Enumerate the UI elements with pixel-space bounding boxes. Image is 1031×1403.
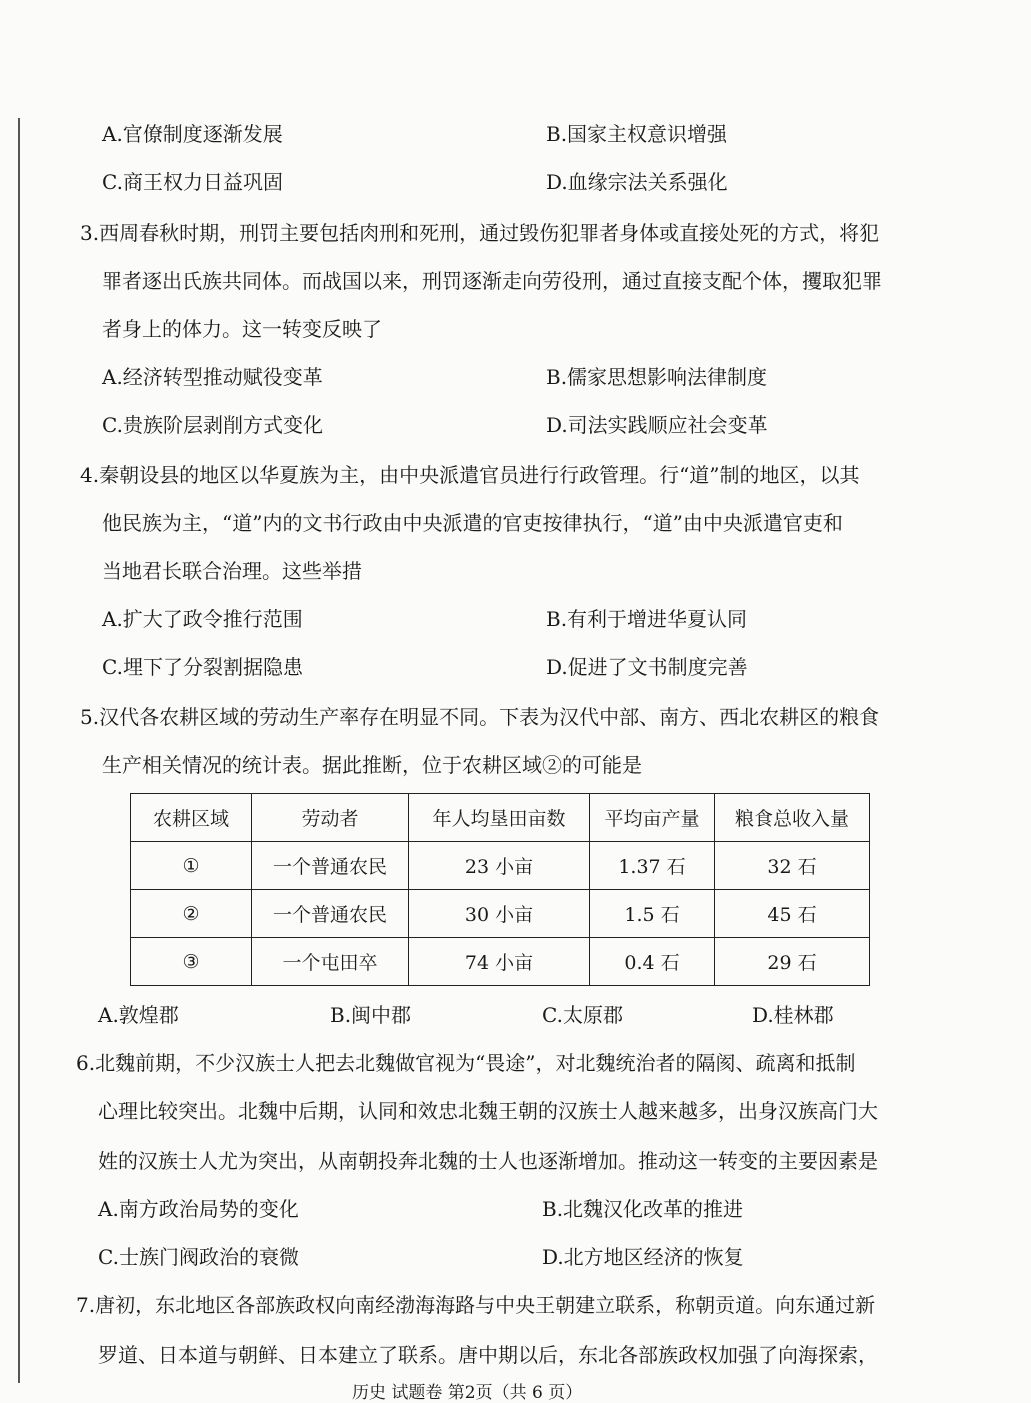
q5-option-b: B.闽中郡 — [330, 1003, 412, 1027]
q4-stem-line: 当地君长联合治理。这些举措 — [102, 559, 362, 583]
table-cell: ① — [131, 842, 252, 890]
q3-option-a: A.经济转型推动赋役变革 — [102, 365, 323, 389]
table-header-row — [131, 794, 870, 842]
table-cell: 0.4 石 — [590, 938, 715, 986]
q3-option-b: B.儒家思想影响法律制度 — [546, 365, 768, 389]
table-header-cell: 劳动者 — [252, 794, 409, 842]
q6-option-d: D.北方地区经济的恢复 — [542, 1245, 744, 1269]
table-header-cell: 粮食总收入量 — [715, 794, 870, 842]
table-cell: 29 石 — [715, 938, 870, 986]
table-cell: 一个屯田卒 — [252, 938, 409, 986]
q5-stem-line: 生产相关情况的统计表。据此推断，位于农耕区域②的可能是 — [102, 753, 642, 777]
table-header-cell: 农耕区域 — [131, 794, 252, 842]
table-cell: 30 小亩 — [409, 890, 590, 938]
q4-option-b: B.有利于增进华夏认同 — [546, 607, 748, 631]
q3-option-d: D.司法实践顺应社会变革 — [546, 413, 768, 437]
q2-option-d: D.血缘宗法关系强化 — [546, 170, 728, 194]
table-cell: 23 小亩 — [409, 842, 590, 890]
table-cell: 一个普通农民 — [252, 890, 409, 938]
q5-option-d: D.桂林郡 — [752, 1003, 834, 1027]
q3-stem-line: 3.西周春秋时期，刑罚主要包括肉刑和死刑，通过毁伤犯罪者身体或直接处死的方式，将犯 — [80, 221, 880, 245]
q3-stem-line: 罪者逐出氏族共同体。而战国以来，刑罚逐渐走向劳役刑，通过直接支配个体，攫取犯罪 — [102, 269, 882, 293]
table-cell: 1.5 石 — [590, 890, 715, 938]
q5-option-c: C.太原郡 — [542, 1003, 623, 1027]
q5-stem-line: 5.汉代各农耕区域的劳动生产率存在明显不同。下表为汉代中部、南方、西北农耕区的粮食 — [80, 705, 880, 729]
q3-stem-line: 者身上的体力。这一转变反映了 — [102, 317, 382, 341]
q6-stem-line: 姓的汉族士人尤为突出，从南朝投奔北魏的士人也逐渐增加。推动这一转变的主要因素是 — [98, 1149, 878, 1173]
page-footer: 历史 试题卷 第2页（共 6 页） — [352, 1383, 583, 1403]
q4-option-c: C.埋下了分裂割据隐患 — [102, 655, 303, 679]
table-cell: 45 石 — [715, 890, 870, 938]
q5-data-table — [130, 793, 870, 986]
margin-line — [18, 118, 20, 1383]
table-header-cell: 平均亩产量 — [590, 794, 715, 842]
q4-stem-line: 他民族为主，“道”内的文书行政由中央派遣的官吏按律执行，“道”由中央派遣官吏和 — [102, 511, 843, 535]
q6-option-c: C.士族门阀政治的衰微 — [98, 1245, 299, 1269]
q7-stem-line: 罗道、日本道与朝鲜、日本建立了联系。唐中期以后，东北各部族政权加强了向海探索， — [98, 1343, 878, 1367]
q2-option-b: B.国家主权意识增强 — [546, 122, 728, 146]
table-cell: 1.37 石 — [590, 842, 715, 890]
q2-option-c: C.商王权力日益巩固 — [102, 170, 283, 194]
q4-option-a: A.扩大了政令推行范围 — [102, 607, 303, 631]
table-row — [131, 938, 870, 986]
table-row — [131, 890, 870, 938]
q6-option-a: A.南方政治局势的变化 — [98, 1197, 299, 1221]
q4-stem-line: 4.秦朝设县的地区以华夏族为主，由中央派遣官员进行行政管理。行“道”制的地区，以其 — [80, 463, 860, 487]
q5-option-a: A.敦煌郡 — [98, 1003, 179, 1027]
table-header-cell: 年人均垦田亩数 — [409, 794, 590, 842]
q3-option-c: C.贵族阶层剥削方式变化 — [102, 413, 323, 437]
table-cell: 74 小亩 — [409, 938, 590, 986]
q2-option-a: A.官僚制度逐渐发展 — [102, 122, 283, 146]
q6-stem-line: 6.北魏前期，不少汉族士人把去北魏做官视为“畏途”，对北魏统治者的隔阂、疏离和抵制 — [76, 1051, 856, 1075]
table-row — [131, 842, 870, 890]
q6-stem-line: 心理比较突出。北魏中后期，认同和效忠北魏王朝的汉族士人越来越多，出身汉族高门大 — [98, 1099, 878, 1123]
table-cell: ② — [131, 890, 252, 938]
q7-stem-line: 7.唐初，东北地区各部族政权向南经渤海海路与中央王朝建立联系，称朝贡道。向东通过新 — [76, 1293, 876, 1317]
q4-option-d: D.促进了文书制度完善 — [546, 655, 748, 679]
q6-option-b: B.北魏汉化改革的推进 — [542, 1197, 744, 1221]
table-cell: 32 石 — [715, 842, 870, 890]
table-cell: 一个普通农民 — [252, 842, 409, 890]
table-cell: ③ — [131, 938, 252, 986]
